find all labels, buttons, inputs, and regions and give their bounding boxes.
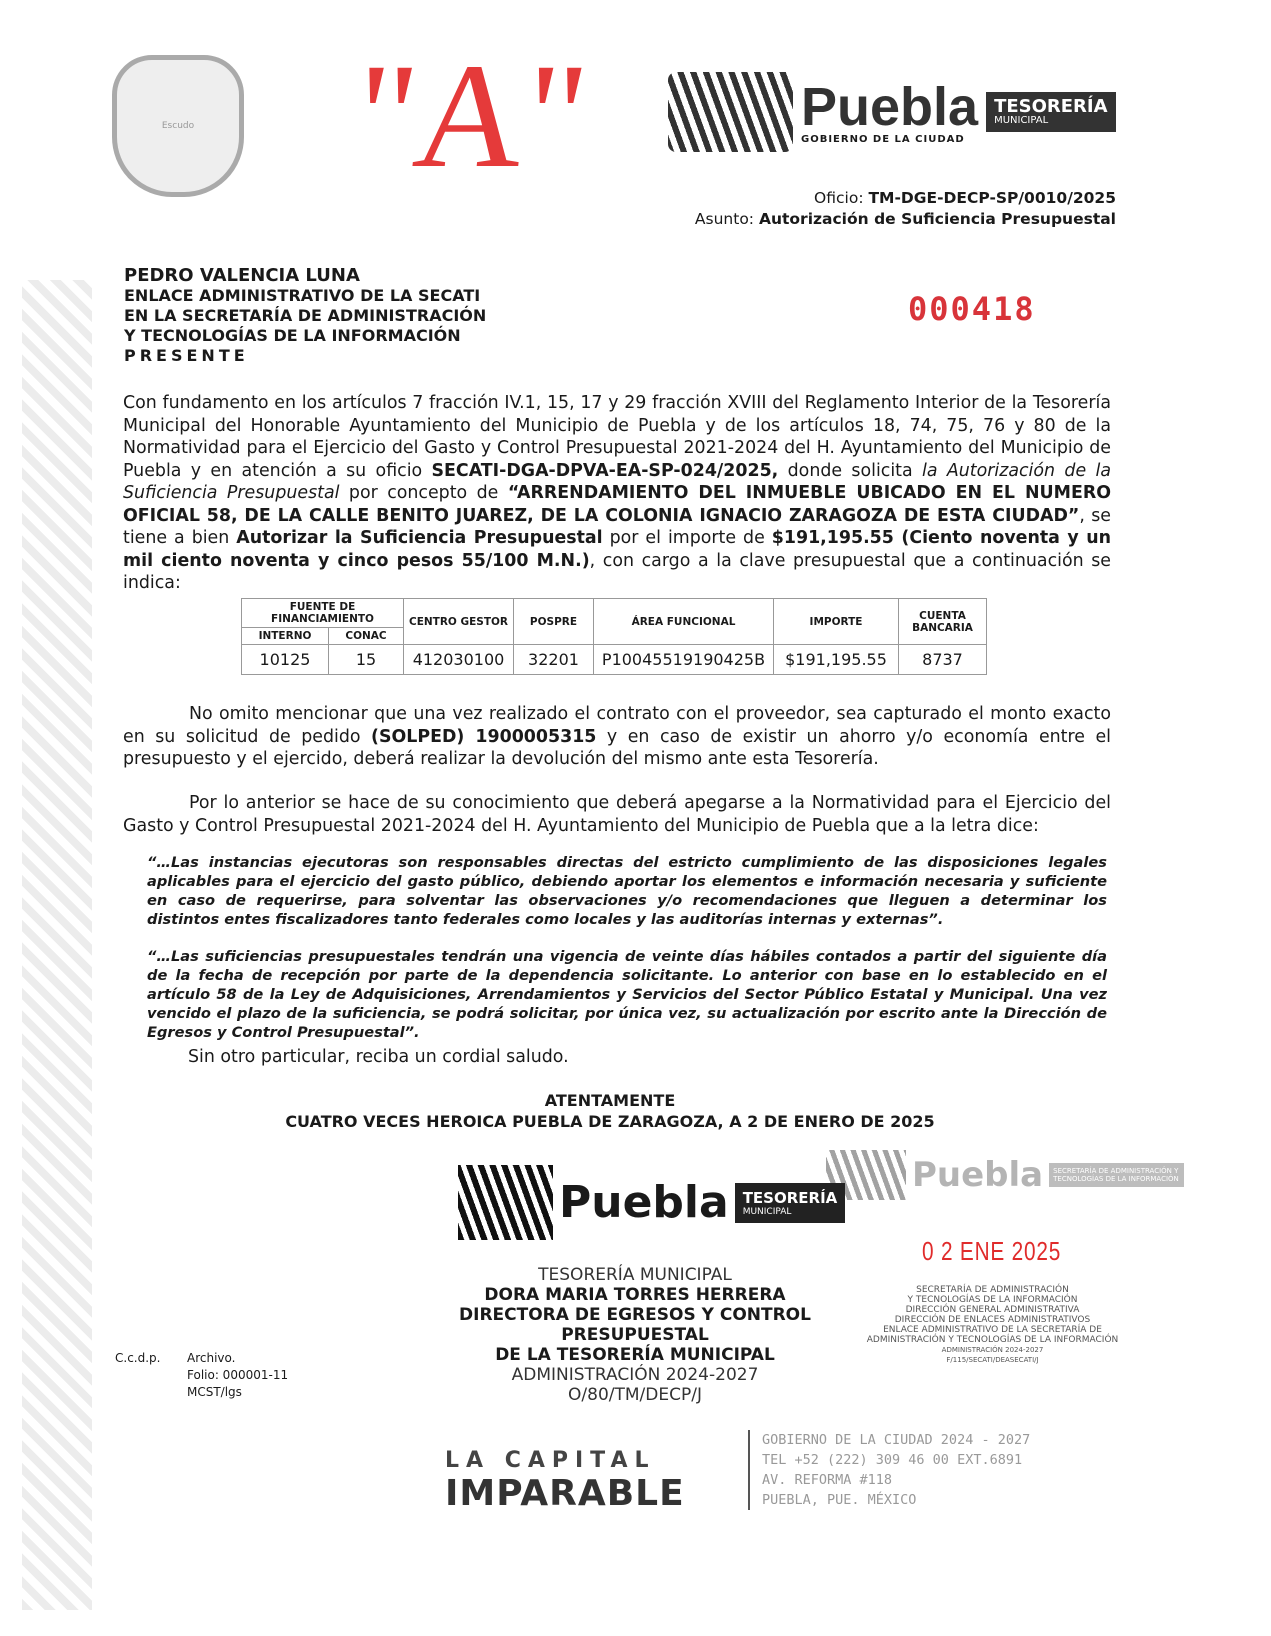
- th-area: ÁREA FUNCIONAL: [594, 599, 774, 645]
- th-importe: IMPORTE: [774, 599, 899, 645]
- seal-label: Escudo: [161, 121, 195, 131]
- recipient-line: EN LA SECRETARÍA DE ADMINISTRACIÓN: [124, 306, 487, 325]
- received-stamp: SECRETARÍA DE ADMINISTRACIÓN Y TECNOLOGÍAS DE LA INFORMACIÓN DIRECCIÓN GENERAL ADMINISTRATIVA DIRECCIÓN DE ENLACES ADMINISTRATIVOS ENLACE ADMINISTRATIVO DE LA SECRETARÍA DE ADMINISTRACIÓN Y TECNOLOGÍAS DE LA INFORMACIÓN ADMINISTRACIÓN 2024-2027 F/115/SECATI/DEASECATI/J: [866, 1285, 1119, 1364]
- received-date-stamp: 0 2 ENE 2025: [922, 1236, 1062, 1266]
- logo-sub: GOBIERNO DE LA CIUDAD: [801, 133, 965, 145]
- recipient-name: PEDRO VALENCIA LUNA: [124, 265, 360, 286]
- table-row: 10125 15 412030100 32201 P10045519190425B $191,195.55 8737: [242, 645, 987, 675]
- logo-mark-icon: [668, 72, 793, 152]
- th-conac: CONAC: [329, 628, 404, 645]
- oficio-block: [695, 188, 1116, 230]
- logo-name: Puebla: [801, 76, 979, 137]
- attentamente-block: [0, 1090, 1220, 1132]
- signer-name: DORA MARIA TORRES HERRERA: [484, 1285, 786, 1305]
- stamp-text: TESORERÍA MUNICIPAL: [538, 1265, 732, 1285]
- quote-1: “…Las instancias ejecutoras son responsables directas del estricto cumplimiento de las disposiciones legales aplicables para el ejercicio del gasto público, debiendo aportar los elementos e información necesaria y suficiente en caso de requerirse, para solventar las observaciones y/o recomendaciones que lleguen a determinar los distintos entes fiscalizadores tanto federales como locales y las auditorías internas y externas”.: [147, 854, 1107, 928]
- asunto-value: Autorización de Suficiencia Presupuestal: [758, 210, 1116, 228]
- recipient-line: Y TECNOLOGÍAS DE LA INFORMACIÓN: [124, 326, 461, 345]
- th-pospre: POSPRE: [514, 599, 594, 645]
- signer-title: DIRECTORA DE EGRESOS Y CONTROL PRESUPUESTAL: [459, 1305, 811, 1345]
- footer-address: GOBIERNO DE LA CIUDAD 2024 - 2027 TEL +52 (222) 309 46 00 EXT.6891 AV. REFORMA #118 PUEBLA, PUE. MÉXICO: [748, 1430, 1030, 1510]
- paragraph-1: Con fundamento en los artículos 7 fracción IV.1, 15, 17 y 29 fracción XVIII del Reglamento Interior de la Tesorería Municipal del Honorable Ayuntamiento del Municipio de Puebla y de los artículos 18, 74, 75, 76 y 80 de la Normatividad para el Ejercicio del Gasto y Control Presupuestal 2021-2024 del H. Ayuntamiento del Municipio de Puebla y en atención a su oficio SECATI-DGA-DPVA-EA-SP-024/2025, donde solicita la Autorización de la Suficiencia Presupuestal por concepto de “ARRENDAMIENTO DEL INMUEBLE UBICADO EN EL NUMERO OFICIAL 58, DE LA CALLE BENITO JUAREZ, DE LA COLONIA IGNACIO ZARAGOZA DE ESTA CIUDAD”, se tiene a bien Autorizar la Suficiencia Presupuestal por el importe de $191,195.55 (Ciento noventa y un mil ciento noventa y cinco pesos 55/100 M.N.), con cargo a la clave presupuestal que a continuación se indica:: [123, 393, 1112, 593]
- oficio-value: TM-DGE-DECP-SP/0010/2025: [868, 189, 1116, 207]
- recipient-presente: PRESENTE: [124, 346, 249, 365]
- stamp-text: ADMINISTRACIÓN 2024-2027: [511, 1365, 759, 1385]
- folio-number: 000418: [908, 290, 1036, 328]
- paragraph-2: No omito mencionar que una vez realizado el contrato con el proveedor, sea capturado el monto exacto en su solicitud de pedido (SOLPED) 1900005315 y en caso de existir un ahorro y/o economía entre el presupuesto y el ejercido, deberá realizar la devolución del mismo ante esta Tesorería.: [123, 704, 1111, 769]
- recipient-block: [124, 266, 486, 366]
- quote-2: “…Las suficiencias presupuestales tendrán una vigencia de veinte días hábiles contados a partir del siguiente día de la fecha de recepción por parte de la dependencia solicitante. Lo anterior con base en lo establecido en el artículo 58 de la Ley de Adquisiciones, Arrendamientos y Servicios del Sector Público Estatal y Municipal. Una vez vencido el plazo de la suficiencia, se podrá solicitar, por única vez, su actualización por escrito ante la Dirección de Egresos y Control Presupuestal”.: [147, 948, 1107, 1041]
- th-centro: CENTRO GESTOR: [404, 599, 514, 645]
- th-interno: INTERNO: [242, 628, 329, 645]
- oficio-label: Oficio:: [814, 189, 864, 207]
- logo-mark-icon: [458, 1165, 553, 1240]
- stamp-text: O/80/TM/DECP/J: [568, 1385, 702, 1405]
- recipient-line: ENLACE ADMINISTRATIVO DE LA SECATI: [124, 286, 481, 305]
- closing: Sin otro particular, reciba un cordial saludo.: [188, 1047, 569, 1067]
- paragraph-3: Por lo anterior se hace de su conocimiento que deberá apegarse a la Normatividad para el Ejercicio del Gasto y Control Presupuestal 2021-2024 del H. Ayuntamiento del Municipio de Puebla que a la letra dice:: [123, 793, 1111, 836]
- municipal-seal: [112, 55, 244, 197]
- atentamente: ATENTAMENTE: [544, 1091, 676, 1110]
- logo-tesoreria: TESORERÍA MUNICIPAL: [986, 92, 1115, 132]
- signature-block: [395, 1265, 875, 1405]
- budget-table: [241, 598, 987, 675]
- decorative-border: [22, 280, 92, 1610]
- secati-logo: Puebla SECRETARÍA DE ADMINISTRACIÓN Y TECNOLOGÍAS DE LA INFORMACIÓN: [826, 1150, 1184, 1200]
- ccp-label: C.c.d.p.: [115, 1351, 161, 1365]
- capital-imparable-logo: LA CAPITAL IMPARABLE: [445, 1448, 685, 1514]
- place-date: CUATRO VECES HEROICA PUEBLA DE ZARAGOZA, A 2 DE ENERO DE 2025: [285, 1112, 935, 1131]
- tesoreria-stamp-logo: Puebla TESORERÍA MUNICIPAL: [458, 1165, 845, 1240]
- asunto-label: Asunto:: [694, 210, 755, 228]
- handwritten-mark: "A": [346, 33, 595, 199]
- ccp-block: C.c.d.p. Archivo. Folio: 000001-11 MCST/lgs: [115, 1351, 289, 1399]
- signer-title: DE LA TESORERÍA MUNICIPAL: [495, 1345, 775, 1365]
- puebla-logo: [668, 72, 1116, 152]
- th-cuenta: CUENTA BANCARIA: [899, 599, 987, 645]
- th-fuente: FUENTE DE FINANCIAMIENTO: [242, 599, 404, 628]
